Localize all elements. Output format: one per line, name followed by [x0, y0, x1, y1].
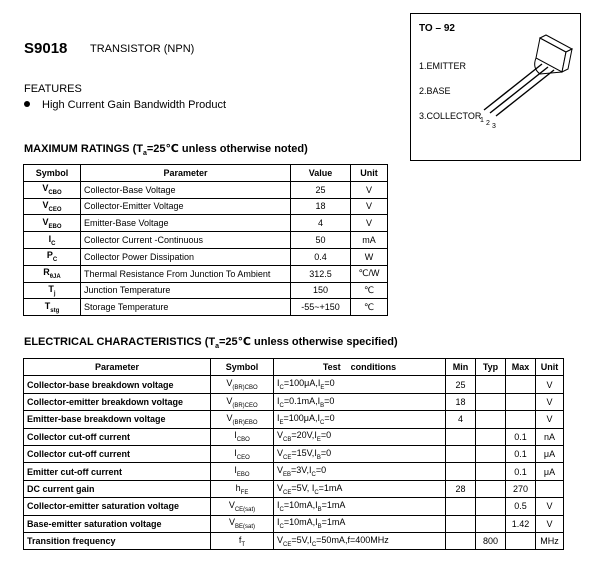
header-symbol: Symbol — [211, 359, 274, 376]
max-cell: 270 — [506, 480, 536, 497]
header-parameter: Parameter — [24, 359, 211, 376]
min-cell: 18 — [446, 393, 476, 410]
unit-cell: V — [536, 498, 564, 515]
parameter-cell: Transition frequency — [24, 532, 211, 549]
unit-cell: V — [351, 198, 388, 215]
header-typ: Typ — [476, 359, 506, 376]
typ-cell — [476, 515, 506, 532]
lead-number-3: 3 — [492, 123, 496, 130]
max-cell: 0.1 — [506, 463, 536, 480]
symbol-cell: $I_{CBO}$ — [211, 428, 274, 445]
transistor-leads-icon — [484, 64, 554, 116]
table-row — [24, 181, 388, 198]
unit-cell: ℃ — [351, 299, 388, 316]
value-cell: -55~+150 — [291, 299, 351, 316]
min-cell — [446, 445, 476, 462]
symbol-cell: $V_{CE(sat)}$ — [211, 498, 274, 515]
parameter-cell: Collector cut-off current — [24, 428, 211, 445]
transistor-body-icon — [535, 35, 572, 74]
max-cell: 0.5 — [506, 498, 536, 515]
value-cell: 150 — [291, 282, 351, 299]
table-row — [24, 515, 564, 532]
unit-cell: ℃/W — [351, 265, 388, 282]
table-row — [24, 282, 388, 299]
value-cell: 50 — [291, 232, 351, 249]
to92-package-drawing — [470, 30, 580, 130]
test-conditions-cell: $V_{EB}=3V,I_C=0$ — [274, 463, 446, 480]
unit-cell — [536, 480, 564, 497]
unit-cell: V — [536, 411, 564, 428]
value-cell: 25 — [291, 181, 351, 198]
parameter-cell: Base-emitter saturation voltage — [24, 515, 211, 532]
table-row — [24, 445, 564, 462]
features-heading: FEATURES — [24, 83, 82, 95]
typ-cell — [476, 445, 506, 462]
table-row — [24, 480, 564, 497]
unit-cell: V — [536, 376, 564, 393]
max-cell: 0.1 — [506, 445, 536, 462]
min-cell — [446, 428, 476, 445]
parameter-cell: Collector-emitter breakdown voltage — [24, 393, 211, 410]
header-unit: Unit — [351, 165, 388, 182]
pin-base: 2.BASE — [419, 86, 451, 96]
electrical-table — [23, 358, 564, 550]
unit-cell: V — [351, 181, 388, 198]
test-conditions-cell: $I_C=100\mu A,I_E=0$ — [274, 376, 446, 393]
max-cell — [506, 411, 536, 428]
parameter-cell: Junction Temperature — [81, 282, 291, 299]
unit-cell: V — [536, 393, 564, 410]
table-row — [24, 393, 564, 410]
symbol-cell: $V_{(BR)EBO}$ — [211, 411, 274, 428]
pin-emitter: 1.EMITTER — [419, 61, 467, 71]
table-row — [24, 265, 388, 282]
package-title: TO – 92 — [419, 23, 455, 34]
parameter-cell: DC current gain — [24, 480, 211, 497]
table-row — [24, 498, 564, 515]
symbol-cell: $I_C$ — [24, 232, 81, 249]
table-row — [24, 532, 564, 549]
symbol-cell: $V_{(BR)CBO}$ — [211, 376, 274, 393]
header-symbol: Symbol — [24, 165, 81, 182]
typ-cell: 800 — [476, 532, 506, 549]
symbol-cell: $V_{(BR)CEO}$ — [211, 393, 274, 410]
unit-cell: mA — [351, 232, 388, 249]
symbol-cell: $P_C$ — [24, 248, 81, 265]
typ-cell — [476, 393, 506, 410]
parameter-cell: Thermal Resistance From Junction To Ambient — [81, 265, 291, 282]
symbol-cell: $T_j$ — [24, 282, 81, 299]
min-cell: 25 — [446, 376, 476, 393]
unit-cell: W — [351, 248, 388, 265]
symbol-cell: $V_{EBO}$ — [24, 215, 81, 232]
value-cell: 312.5 — [291, 265, 351, 282]
parameter-cell: Collector-Base Voltage — [81, 181, 291, 198]
table-header-row — [24, 359, 564, 376]
typ-cell — [476, 463, 506, 480]
typ-cell — [476, 480, 506, 497]
unit-cell: μA — [536, 463, 564, 480]
table-row — [24, 248, 388, 265]
min-cell — [446, 515, 476, 532]
symbol-cell: $V_{CBO}$ — [24, 181, 81, 198]
parameter-cell: Collector cut-off current — [24, 445, 211, 462]
feature-item — [24, 99, 226, 111]
typ-cell — [476, 376, 506, 393]
table-row — [24, 376, 564, 393]
test-conditions-cell: $I_E=100\mu A,I_C=0$ — [274, 411, 446, 428]
header-value: Value — [291, 165, 351, 182]
parameter-cell: Emitter-Base Voltage — [81, 215, 291, 232]
parameter-cell: Storage Temperature — [81, 299, 291, 316]
max-ratings-table — [23, 164, 388, 316]
table-row — [24, 411, 564, 428]
parameter-cell: Collector Power Dissipation — [81, 248, 291, 265]
symbol-cell: $R_{\theta JA}$ — [24, 265, 81, 282]
max-cell — [506, 532, 536, 549]
parameter-cell: Collector-emitter saturation voltage — [24, 498, 211, 515]
table-row — [24, 232, 388, 249]
feature-text: High Current Gain Bandwidth Product — [42, 99, 227, 111]
header-min: Min — [446, 359, 476, 376]
unit-cell: V — [536, 515, 564, 532]
min-cell — [446, 498, 476, 515]
value-cell: 0.4 — [291, 248, 351, 265]
parameter-cell: Collector-base breakdown voltage — [24, 376, 211, 393]
electrical-title: ELECTRICAL CHARACTERISTICS ($T_a=25℃$ unless otherwise specified) — [24, 336, 398, 351]
min-cell: 4 — [446, 411, 476, 428]
symbol-cell: $h_{FE}$ — [211, 480, 274, 497]
unit-cell: ℃ — [351, 282, 388, 299]
header-parameter: Parameter — [81, 165, 291, 182]
part-number: S9018 — [24, 40, 68, 57]
min-cell — [446, 532, 476, 549]
header-test-conditions: Test conditions — [274, 359, 446, 376]
test-conditions-cell: $V_{CE}=5V,I_C=50mA,f=400MHz$ — [274, 532, 446, 549]
parameter-cell: Collector-Emitter Voltage — [81, 198, 291, 215]
unit-cell: μA — [536, 445, 564, 462]
value-cell: 18 — [291, 198, 351, 215]
unit-cell: MHz — [536, 532, 564, 549]
value-cell: 4 — [291, 215, 351, 232]
lead-number-2: 2 — [486, 120, 490, 127]
test-conditions-cell: $I_C=10mA,I_B=1mA$ — [274, 498, 446, 515]
table-header-row — [24, 165, 388, 182]
symbol-cell: $I_{CEO}$ — [211, 445, 274, 462]
symbol-cell: $V_{CEO}$ — [24, 198, 81, 215]
table-row — [24, 215, 388, 232]
table-row — [24, 463, 564, 480]
lead-number-1: 1 — [480, 117, 484, 124]
parameter-cell: Emitter-base breakdown voltage — [24, 411, 211, 428]
symbol-cell: $T_{stg}$ — [24, 299, 81, 316]
table-row — [24, 428, 564, 445]
test-conditions-cell: $V_{CB}=20V,I_E=0$ — [274, 428, 446, 445]
symbol-cell: $f_T$ — [211, 532, 274, 549]
min-cell — [446, 463, 476, 480]
unit-cell: V — [351, 215, 388, 232]
header-max: Max — [506, 359, 536, 376]
table-row — [24, 198, 388, 215]
unit-cell: nA — [536, 428, 564, 445]
max-cell: 0.1 — [506, 428, 536, 445]
parameter-cell: Emitter cut-off current — [24, 463, 211, 480]
symbol-cell: $V_{BE(sat)}$ — [211, 515, 274, 532]
max-cell — [506, 376, 536, 393]
max-ratings-title: MAXIMUM RATINGS ($T_a=25℃$ unless otherwise noted) — [24, 143, 308, 158]
max-cell: 1.42 — [506, 515, 536, 532]
test-conditions-cell: $V_{CE}=5V$, $I_C=1mA$ — [274, 480, 446, 497]
bullet-icon — [24, 101, 30, 107]
typ-cell — [476, 411, 506, 428]
test-conditions-cell: $V_{CE}=15V,I_B=0$ — [274, 445, 446, 462]
header-unit: Unit — [536, 359, 564, 376]
part-description: TRANSISTOR (NPN) — [90, 43, 195, 55]
test-conditions-cell: $I_C=10mA,I_B=1mA$ — [274, 515, 446, 532]
parameter-cell: Collector Current -Continuous — [81, 232, 291, 249]
pin-collector: 3.COLLECTOR — [419, 111, 482, 121]
max-cell — [506, 393, 536, 410]
symbol-cell: $I_{EBO}$ — [211, 463, 274, 480]
typ-cell — [476, 428, 506, 445]
table-row — [24, 299, 388, 316]
test-conditions-cell: $I_C=0.1mA,I_B=0$ — [274, 393, 446, 410]
min-cell: 28 — [446, 480, 476, 497]
typ-cell — [476, 498, 506, 515]
